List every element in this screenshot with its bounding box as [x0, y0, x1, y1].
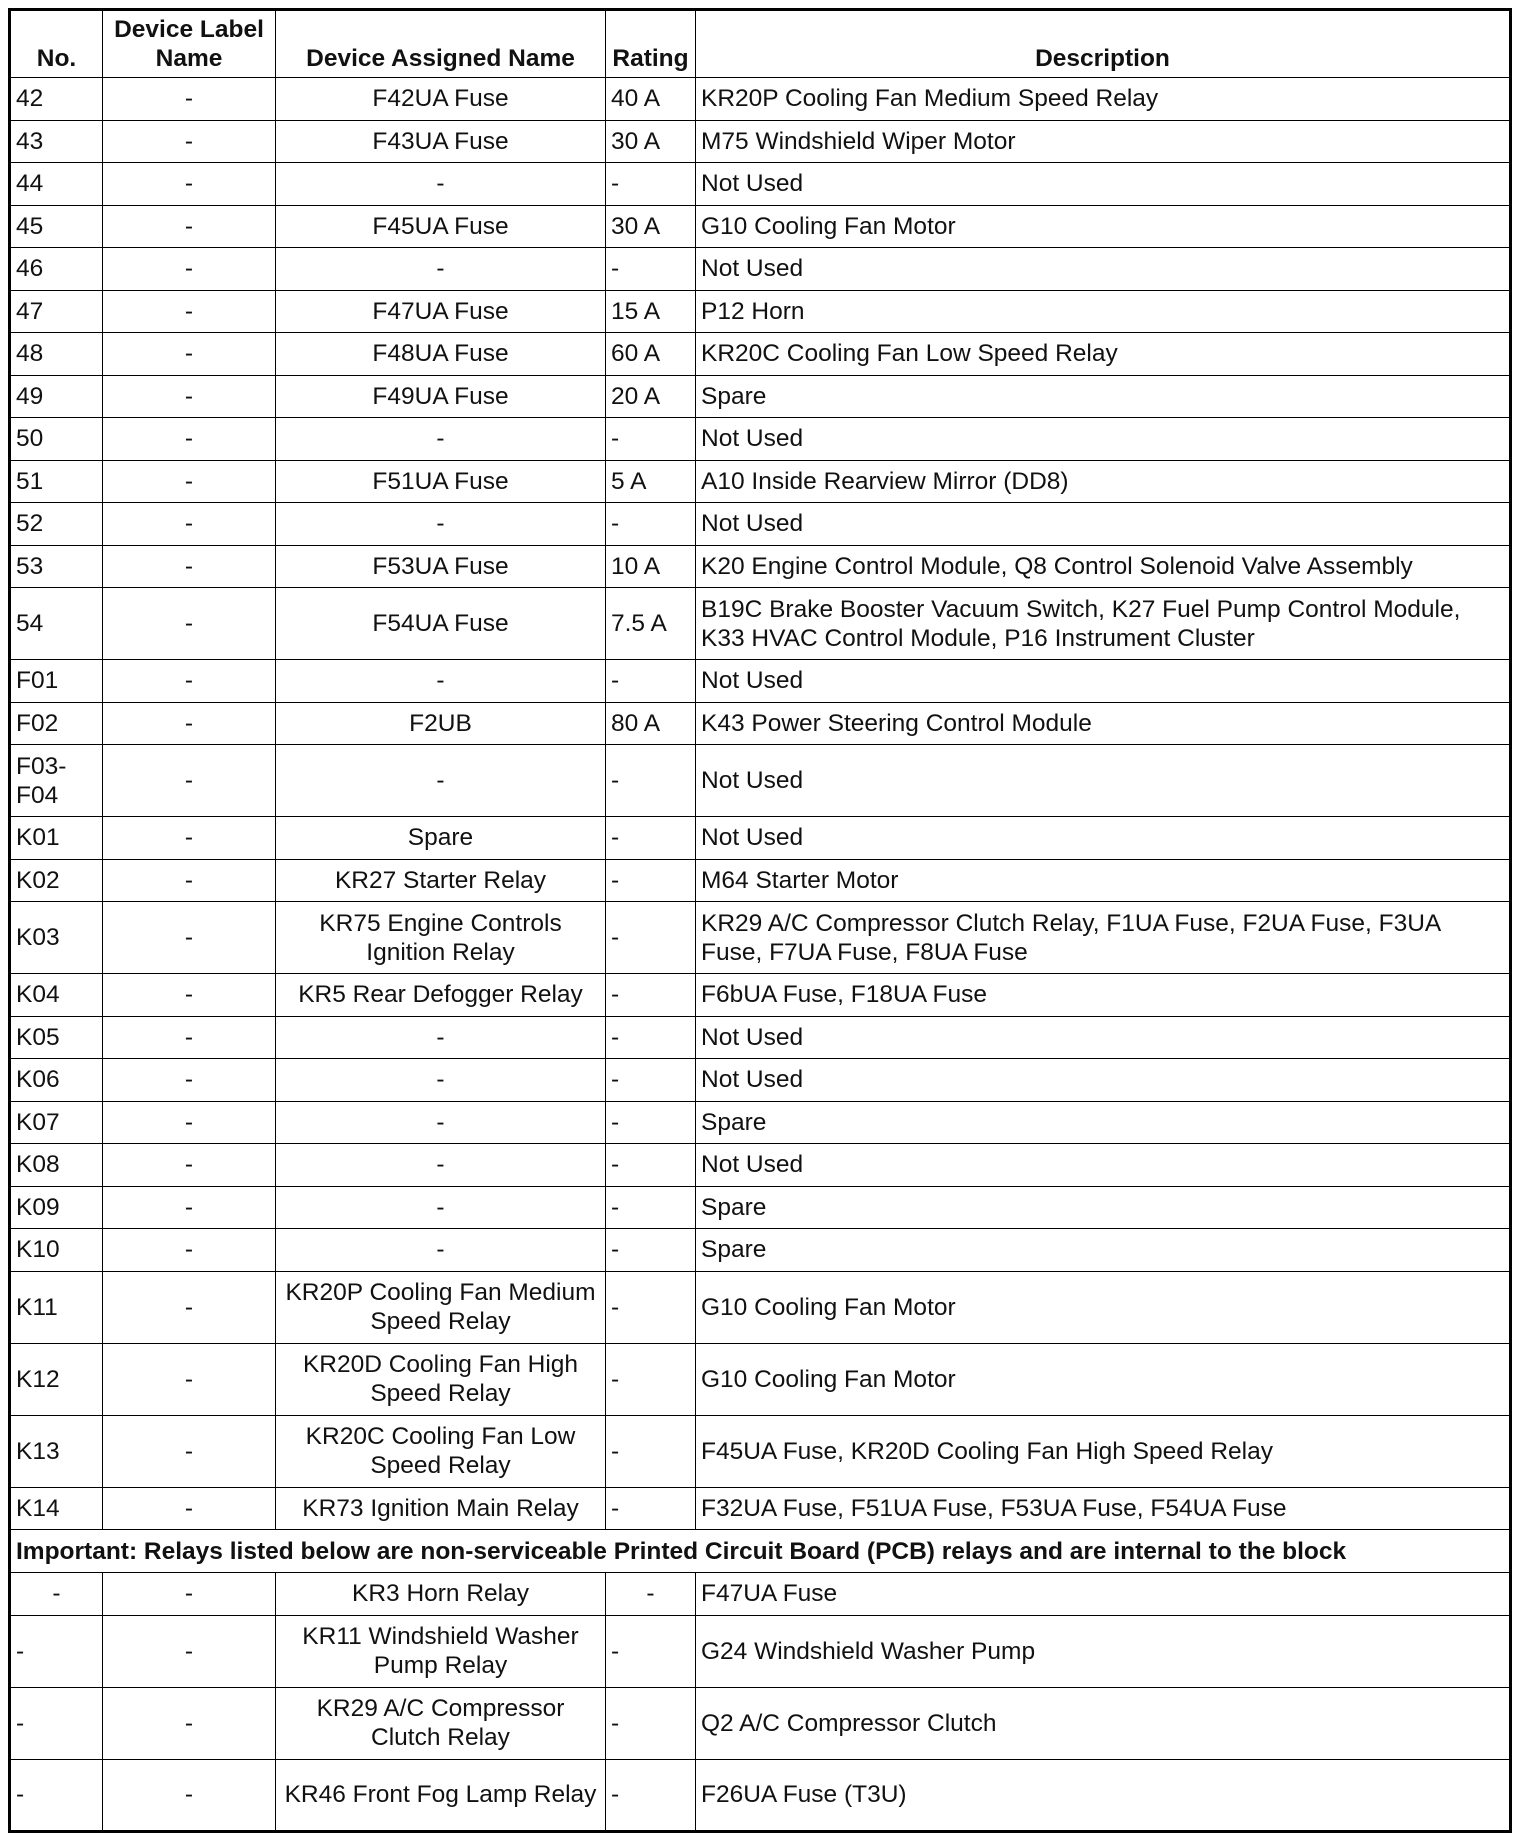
cell-description: K20 Engine Control Module, Q8 Control Solenoid Valve Assembly [696, 545, 1511, 588]
cell-device-assigned: KR20P Cooling Fan Medium Speed Relay [276, 1271, 606, 1343]
important-note-row [10, 1530, 1511, 1573]
cell-no: 46 [10, 248, 103, 291]
cell-description: M64 Starter Motor [696, 859, 1511, 902]
table-row [10, 859, 1511, 902]
cell-description: Spare [696, 1101, 1511, 1144]
cell-device-assigned: F54UA Fuse [276, 588, 606, 660]
cell-rating: - [606, 1144, 696, 1187]
cell-device-assigned: - [276, 1186, 606, 1229]
cell-device-assigned: - [276, 1059, 606, 1102]
cell-device-assigned: - [276, 1229, 606, 1272]
cell-rating: - [606, 248, 696, 291]
table-row [10, 503, 1511, 546]
cell-description: KR20C Cooling Fan Low Speed Relay [696, 333, 1511, 376]
cell-description: Not Used [696, 1059, 1511, 1102]
cell-no: K10 [10, 1229, 103, 1272]
cell-no: K11 [10, 1271, 103, 1343]
cell-device-label: - [103, 1229, 276, 1272]
cell-device-label: - [103, 290, 276, 333]
cell-device-assigned: - [276, 418, 606, 461]
cell-device-assigned: KR11 Windshield Washer Pump Relay [276, 1615, 606, 1687]
cell-rating: - [606, 1573, 696, 1616]
pcb-relay-row [10, 1687, 1511, 1759]
table-row [10, 660, 1511, 703]
table-body [10, 78, 1511, 1832]
cell-no: - [10, 1759, 103, 1831]
cell-device-assigned: Spare [276, 817, 606, 860]
cell-device-assigned: KR73 Ignition Main Relay [276, 1487, 606, 1530]
cell-device-assigned: - [276, 1144, 606, 1187]
cell-description: G10 Cooling Fan Motor [696, 205, 1511, 248]
cell-description: G10 Cooling Fan Motor [696, 1343, 1511, 1415]
cell-device-label: - [103, 1487, 276, 1530]
table-row [10, 588, 1511, 660]
cell-description: Not Used [696, 1144, 1511, 1187]
cell-rating: 40 A [606, 78, 696, 121]
table-row [10, 817, 1511, 860]
cell-no: F01 [10, 660, 103, 703]
cell-device-assigned: F49UA Fuse [276, 375, 606, 418]
cell-description: B19C Brake Booster Vacuum Switch, K27 Fuel Pump Control Module, K33 HVAC Control Module, P16 Instrument Cluster [696, 588, 1511, 660]
cell-rating: - [606, 163, 696, 206]
cell-description: G10 Cooling Fan Motor [696, 1271, 1511, 1343]
header-device-label-line2: Name [155, 45, 223, 72]
cell-no: - [10, 1615, 103, 1687]
table-row [10, 1415, 1511, 1487]
cell-no: K07 [10, 1101, 103, 1144]
cell-rating: 60 A [606, 333, 696, 376]
cell-device-label: - [103, 1059, 276, 1102]
cell-no: 51 [10, 460, 103, 503]
cell-device-assigned: F2UB [276, 702, 606, 745]
cell-rating: - [606, 418, 696, 461]
cell-no: K14 [10, 1487, 103, 1530]
table-row [10, 1229, 1511, 1272]
table-row [10, 120, 1511, 163]
table-row [10, 1059, 1511, 1102]
cell-device-assigned: - [276, 660, 606, 703]
cell-device-assigned: F47UA Fuse [276, 290, 606, 333]
cell-device-assigned: F45UA Fuse [276, 205, 606, 248]
cell-device-label: - [103, 1016, 276, 1059]
cell-no: K13 [10, 1415, 103, 1487]
cell-rating: - [606, 1059, 696, 1102]
cell-rating: - [606, 1229, 696, 1272]
cell-device-label: - [103, 545, 276, 588]
cell-device-assigned: KR5 Rear Defogger Relay [276, 974, 606, 1017]
cell-rating: - [606, 1687, 696, 1759]
cell-device-label: - [103, 1144, 276, 1187]
cell-device-assigned: F42UA Fuse [276, 78, 606, 121]
cell-no: F03-F04 [10, 745, 103, 817]
table-row [10, 1343, 1511, 1415]
table-row [10, 290, 1511, 333]
pcb-relay-row [10, 1759, 1511, 1831]
table-row [10, 745, 1511, 817]
cell-no: K12 [10, 1343, 103, 1415]
cell-no: - [10, 1687, 103, 1759]
cell-device-assigned: - [276, 1016, 606, 1059]
table-row [10, 375, 1511, 418]
cell-device-label: - [103, 817, 276, 860]
table-row [10, 1487, 1511, 1530]
cell-rating: - [606, 1759, 696, 1831]
table-row [10, 333, 1511, 376]
cell-device-assigned: F48UA Fuse [276, 333, 606, 376]
cell-device-assigned: KR27 Starter Relay [276, 859, 606, 902]
header-device-label-line1: Device Label [114, 16, 264, 43]
table-row [10, 1186, 1511, 1229]
cell-rating: - [606, 503, 696, 546]
cell-no: - [10, 1573, 103, 1616]
cell-device-assigned: KR20D Cooling Fan High Speed Relay [276, 1343, 606, 1415]
cell-description: KR20P Cooling Fan Medium Speed Relay [696, 78, 1511, 121]
cell-device-assigned: - [276, 1101, 606, 1144]
cell-device-label: - [103, 1573, 276, 1616]
cell-no: F02 [10, 702, 103, 745]
header-row [10, 10, 1511, 78]
cell-device-label: - [103, 1186, 276, 1229]
table-row [10, 1271, 1511, 1343]
cell-rating: - [606, 1186, 696, 1229]
cell-description: Q2 A/C Compressor Clutch [696, 1687, 1511, 1759]
cell-device-label: - [103, 248, 276, 291]
cell-description: F6bUA Fuse, F18UA Fuse [696, 974, 1511, 1017]
cell-no: K09 [10, 1186, 103, 1229]
cell-device-assigned: KR20C Cooling Fan Low Speed Relay [276, 1415, 606, 1487]
cell-device-label: - [103, 1687, 276, 1759]
important-note: Important: Relays listed below are non-serviceable Printed Circuit Board (PCB) relays and are internal to the block [10, 1530, 1511, 1573]
cell-device-label: - [103, 859, 276, 902]
cell-device-label: - [103, 460, 276, 503]
cell-description: F47UA Fuse [696, 1573, 1511, 1616]
cell-rating: 20 A [606, 375, 696, 418]
cell-rating: - [606, 1415, 696, 1487]
table-row [10, 248, 1511, 291]
cell-description: Not Used [696, 1016, 1511, 1059]
cell-device-label: - [103, 205, 276, 248]
cell-device-assigned: - [276, 745, 606, 817]
cell-device-label: - [103, 333, 276, 376]
cell-no: 48 [10, 333, 103, 376]
cell-description: Not Used [696, 745, 1511, 817]
cell-description: Not Used [696, 248, 1511, 291]
cell-no: K01 [10, 817, 103, 860]
cell-device-label: - [103, 974, 276, 1017]
header-rating: Rating [606, 10, 696, 78]
cell-rating: 5 A [606, 460, 696, 503]
table-row [10, 545, 1511, 588]
cell-no: 54 [10, 588, 103, 660]
cell-no: K02 [10, 859, 103, 902]
table-row [10, 205, 1511, 248]
table-row [10, 902, 1511, 974]
cell-rating: 80 A [606, 702, 696, 745]
table-row [10, 974, 1511, 1017]
cell-device-label: - [103, 1759, 276, 1831]
cell-description: K43 Power Steering Control Module [696, 702, 1511, 745]
cell-rating: - [606, 1343, 696, 1415]
cell-device-assigned: - [276, 503, 606, 546]
cell-rating: 7.5 A [606, 588, 696, 660]
cell-no: 50 [10, 418, 103, 461]
cell-device-assigned: F51UA Fuse [276, 460, 606, 503]
table-row [10, 1016, 1511, 1059]
cell-device-label: - [103, 418, 276, 461]
cell-device-label: - [103, 902, 276, 974]
cell-no: 49 [10, 375, 103, 418]
cell-rating: - [606, 974, 696, 1017]
cell-no: 43 [10, 120, 103, 163]
cell-description: Spare [696, 375, 1511, 418]
header-description: Description [696, 10, 1511, 78]
cell-device-assigned: KR46 Front Fog Lamp Relay [276, 1759, 606, 1831]
cell-no: 42 [10, 78, 103, 121]
cell-device-assigned: - [276, 248, 606, 291]
header-device-assigned: Device Assigned Name [276, 10, 606, 78]
cell-rating: - [606, 1271, 696, 1343]
cell-no: K05 [10, 1016, 103, 1059]
cell-description: Not Used [696, 660, 1511, 703]
cell-device-label: - [103, 163, 276, 206]
pcb-relay-row [10, 1573, 1511, 1616]
cell-device-label: - [103, 120, 276, 163]
cell-device-assigned: KR3 Horn Relay [276, 1573, 606, 1616]
cell-rating: 30 A [606, 205, 696, 248]
table-row [10, 78, 1511, 121]
cell-no: K08 [10, 1144, 103, 1187]
cell-rating: - [606, 1615, 696, 1687]
cell-rating: - [606, 1101, 696, 1144]
cell-rating: - [606, 817, 696, 860]
cell-description: F45UA Fuse, KR20D Cooling Fan High Speed Relay [696, 1415, 1511, 1487]
cell-no: 47 [10, 290, 103, 333]
cell-device-assigned: F53UA Fuse [276, 545, 606, 588]
cell-description: G24 Windshield Washer Pump [696, 1615, 1511, 1687]
cell-device-label: - [103, 745, 276, 817]
cell-no: 44 [10, 163, 103, 206]
cell-device-label: - [103, 375, 276, 418]
cell-rating: 10 A [606, 545, 696, 588]
cell-rating: - [606, 859, 696, 902]
cell-description: F26UA Fuse (T3U) [696, 1759, 1511, 1831]
cell-device-label: - [103, 1101, 276, 1144]
cell-no: 45 [10, 205, 103, 248]
cell-device-label: - [103, 702, 276, 745]
fuse-relay-table [8, 8, 1512, 1833]
cell-description: Not Used [696, 503, 1511, 546]
cell-rating: - [606, 745, 696, 817]
table-row [10, 163, 1511, 206]
table-row [10, 1101, 1511, 1144]
table-row [10, 460, 1511, 503]
cell-rating: - [606, 660, 696, 703]
cell-description: P12 Horn [696, 290, 1511, 333]
cell-description: A10 Inside Rearview Mirror (DD8) [696, 460, 1511, 503]
cell-rating: 15 A [606, 290, 696, 333]
cell-rating: - [606, 1487, 696, 1530]
cell-description: M75 Windshield Wiper Motor [696, 120, 1511, 163]
cell-device-assigned: - [276, 163, 606, 206]
cell-device-label: - [103, 588, 276, 660]
cell-description: F32UA Fuse, F51UA Fuse, F53UA Fuse, F54UA Fuse [696, 1487, 1511, 1530]
cell-device-assigned: F43UA Fuse [276, 120, 606, 163]
cell-description: KR29 A/C Compressor Clutch Relay, F1UA Fuse, F2UA Fuse, F3UA Fuse, F7UA Fuse, F8UA Fuse [696, 902, 1511, 974]
cell-device-assigned: KR75 Engine Controls Ignition Relay [276, 902, 606, 974]
cell-no: K06 [10, 1059, 103, 1102]
cell-device-label: - [103, 1343, 276, 1415]
table-row [10, 418, 1511, 461]
cell-rating: - [606, 1016, 696, 1059]
cell-description: Not Used [696, 817, 1511, 860]
cell-device-assigned: KR29 A/C Compressor Clutch Relay [276, 1687, 606, 1759]
cell-description: Not Used [696, 163, 1511, 206]
cell-no: K03 [10, 902, 103, 974]
cell-device-label: - [103, 78, 276, 121]
cell-device-label: - [103, 1271, 276, 1343]
cell-no: 53 [10, 545, 103, 588]
cell-description: Spare [696, 1229, 1511, 1272]
cell-device-label: - [103, 503, 276, 546]
table-row [10, 1144, 1511, 1187]
cell-description: Not Used [696, 418, 1511, 461]
cell-device-label: - [103, 1615, 276, 1687]
cell-rating: - [606, 902, 696, 974]
cell-description: Spare [696, 1186, 1511, 1229]
table-row [10, 702, 1511, 745]
cell-device-label: - [103, 660, 276, 703]
header-no: No. [10, 10, 103, 78]
cell-rating: 30 A [606, 120, 696, 163]
cell-no: 52 [10, 503, 103, 546]
header-device-label [103, 10, 276, 78]
cell-device-label: - [103, 1415, 276, 1487]
pcb-relay-row [10, 1615, 1511, 1687]
cell-no: K04 [10, 974, 103, 1017]
